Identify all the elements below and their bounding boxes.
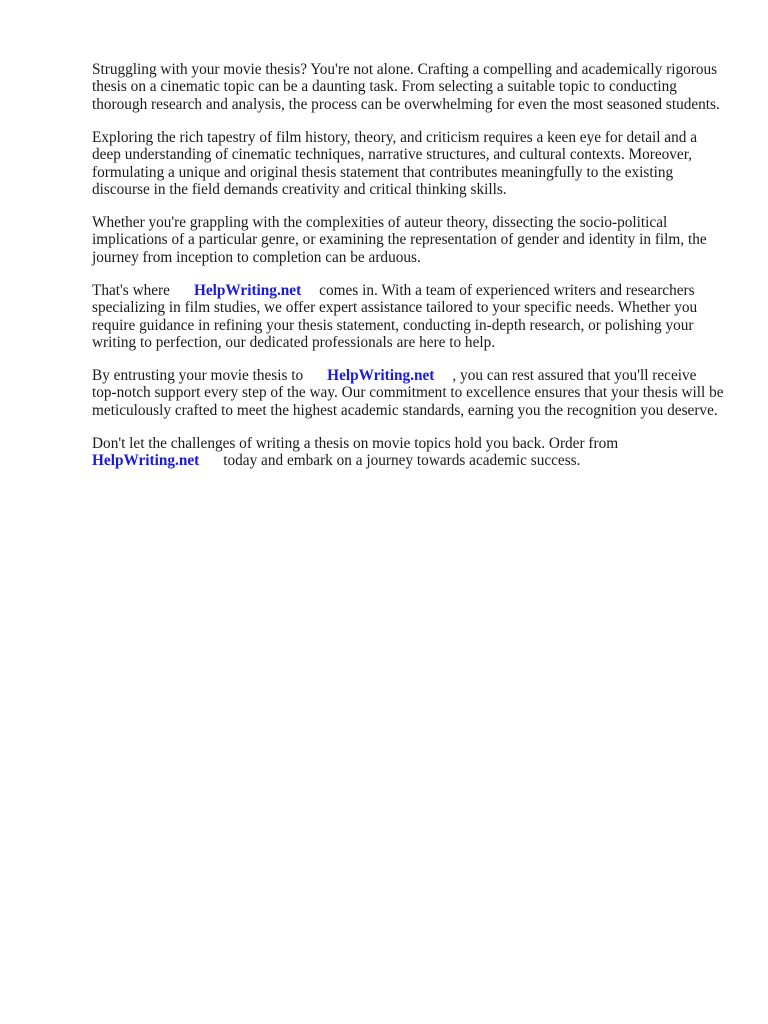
paragraph-complexities: Whether you're grappling with the complexities of auteur theory, dissecting the socio-political implications of a particular genre, or examining the representation of gender and identity in film, the journey from inception to completion can be arduous. [92, 214, 707, 266]
paragraph-call-to-action [92, 435, 724, 470]
paragraph-entrusting-before: By entrusting your movie thesis to [92, 367, 304, 385]
paragraph-film-history: Exploring the rich tapestry of film history, theory, and criticism requires a keen eye for detail and a deep understanding of cinematic techniques, narrative structures, and cultural contexts. Moreover, formulating a unique and original thesis statement that contributes meaningfully to the existing discourse in the field demands creativity and critical thinking skills. [92, 128, 698, 199]
paragraph-service-intro-after: comes in. With a team of experienced writers and researchers specializing in film studies, we offer expert assistance tailored to your specific needs. Whether you require guidance in refining your thesis statement, conducting in-depth research, or polishing your writing to perfection, our dedicated professionals are here to help. [92, 281, 698, 352]
helpwriting-link-2[interactable]: HelpWriting.net [327, 367, 435, 385]
document-body [92, 61, 724, 485]
paragraph-service-intro-before: That's where [92, 281, 170, 299]
paragraph-call-to-action-after: today and embark on a journey towards academic success. [223, 452, 581, 470]
helpwriting-link-3[interactable]: HelpWriting.net [92, 452, 200, 470]
paragraph-service-intro [92, 282, 724, 352]
paragraph-entrusting [92, 367, 724, 419]
paragraph-intro: Struggling with your movie thesis? You're not alone. Crafting a compelling and academically rigorous thesis on a cinematic topic can be a daunting task. From selecting a suitable topic to conducting thorough research and analysis, the process can be overwhelming for even the most seasoned students. [92, 61, 720, 113]
paragraph-entrusting-after: , you can rest assured that you'll receive top-notch support every step of the way. Our commitment to excellence ensures that your thesis will be meticulously crafted to meet the highest academic standards, earning you the recognition you deserve. [92, 367, 724, 419]
helpwriting-link-1[interactable]: HelpWriting.net [193, 281, 302, 299]
paragraph-call-to-action-before: Don't let the challenges of writing a thesis on movie topics hold you back. Order from [92, 434, 619, 452]
